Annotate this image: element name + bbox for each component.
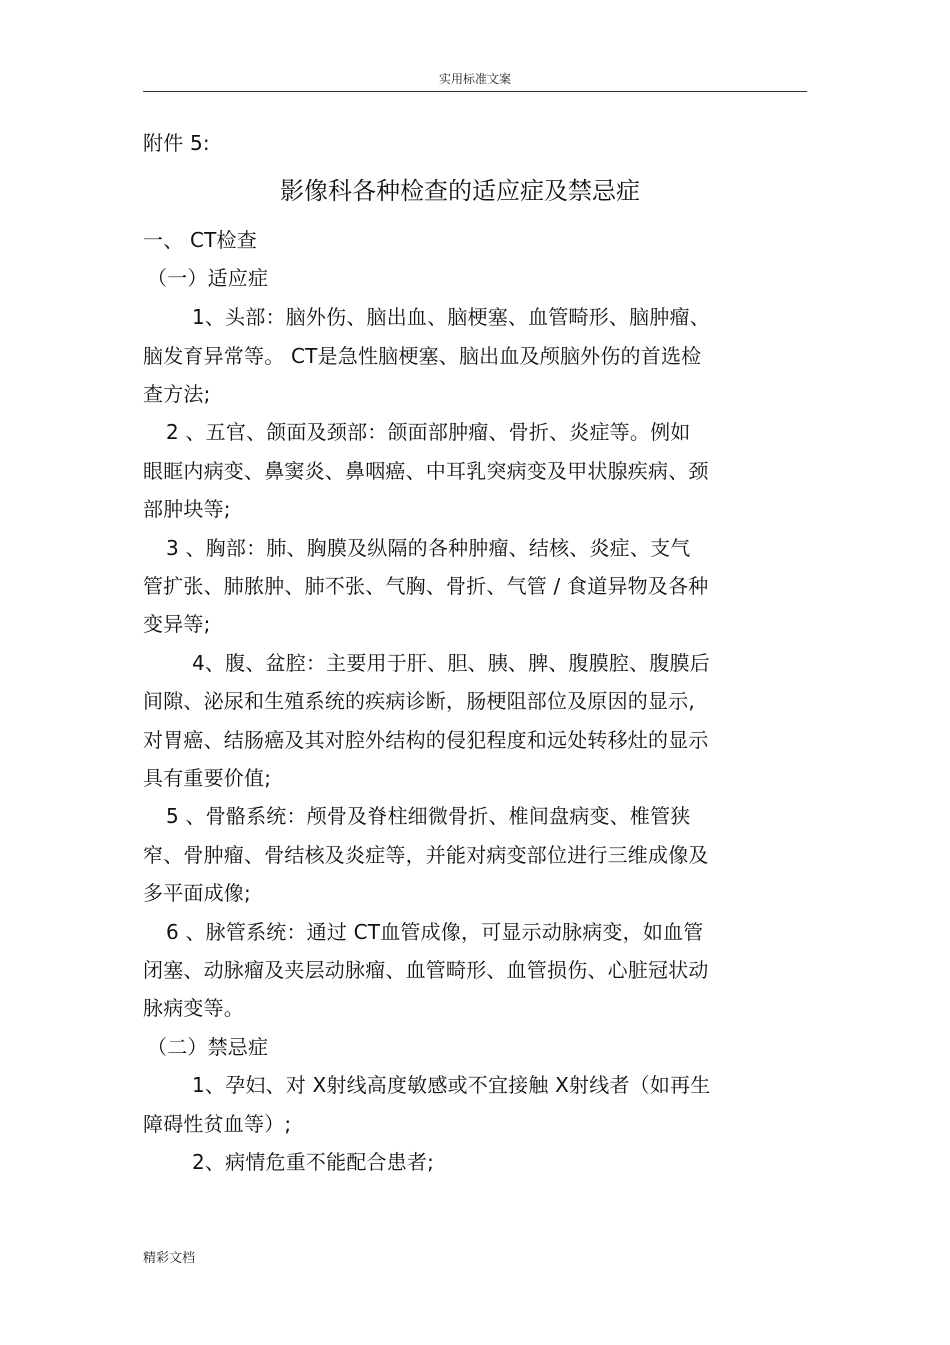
indication-4-line-1: 4、腹、盆腔：主要用于肝、胆、胰、脾、腹膜腔、腹膜后 — [192, 651, 710, 675]
header-divider — [143, 91, 807, 92]
indication-5-line-1: 5 、骨骼系统：颅骨及脊柱细微骨折、椎间盘病变、椎管狭 — [166, 804, 691, 828]
indication-5-line-2: 窄、骨肿瘤、骨结核及炎症等，并能对病变部位进行三维成像及 — [143, 843, 709, 867]
indication-2-line-2: 眼眶内病变、鼻窦炎、鼻咽癌、中耳乳突病变及甲状腺疾病、颈 — [143, 459, 709, 483]
contraindication-2-line-1: 2、病情危重不能配合患者; — [192, 1150, 435, 1174]
document-title: 影像科各种检查的适应症及禁忌症 — [280, 177, 640, 205]
section-heading-ct: 一、 CT检查 — [143, 228, 257, 252]
indication-6-line-1: 6 、脉管系统：通过 CT血管成像，可显示动脉病变，如血管 — [166, 920, 704, 944]
indication-6-line-2: 闭塞、动脉瘤及夹层动脉瘤、血管畸形、血管损伤、心脏冠状动 — [143, 958, 709, 982]
contraindication-1-line-2: 障碍性贫血等）; — [143, 1112, 292, 1136]
page-header: 实用标准文案 — [438, 72, 511, 86]
indication-6-line-3: 脉病变等。 — [143, 996, 244, 1020]
indication-3-line-1: 3 、胸部：肺、胸膜及纵隔的各种肿瘤、结核、炎症、支气 — [166, 536, 691, 560]
indication-3-line-3: 变异等; — [143, 612, 211, 636]
indication-1-line-1: 1、头部：脑外伤、脑出血、脑梗塞、血管畸形、脑肿瘤、 — [192, 305, 710, 329]
subsection-heading-indications: （一）适应症 — [147, 266, 269, 290]
page-footer: 精彩文档 — [143, 1251, 196, 1266]
subsection-heading-contraindications: （二）禁忌症 — [147, 1035, 269, 1059]
indication-4-line-3: 对胃癌、结肠癌及其对腔外结构的侵犯程度和远处转移灶的显示 — [143, 728, 709, 752]
indication-5-line-3: 多平面成像; — [143, 881, 251, 905]
indication-1-line-3: 查方法; — [143, 382, 211, 406]
attachment-label: 附件 5: — [143, 131, 210, 155]
contraindication-1-line-1: 1、孕妇、对 X射线高度敏感或不宜接触 X射线者（如再生 — [192, 1073, 711, 1097]
indication-4-line-4: 具有重要价值; — [143, 766, 272, 790]
indication-2-line-1: 2 、五官、颌面及颈部：颌面部肿瘤、骨折、炎症等。例如 — [166, 420, 691, 444]
indication-4-line-2: 间隙、泌尿和生殖系统的疾病诊断，肠梗阻部位及原因的显示, — [143, 689, 695, 713]
indication-3-line-2: 管扩张、肺脓肿、肺不张、气胸、骨折、气管 / 食道异物及各种 — [143, 574, 709, 598]
indication-1-line-2: 脑发育异常等。 CT是急性脑梗塞、脑出血及颅脑外伤的首选检 — [143, 344, 702, 368]
indication-2-line-3: 部肿块等; — [143, 497, 231, 521]
